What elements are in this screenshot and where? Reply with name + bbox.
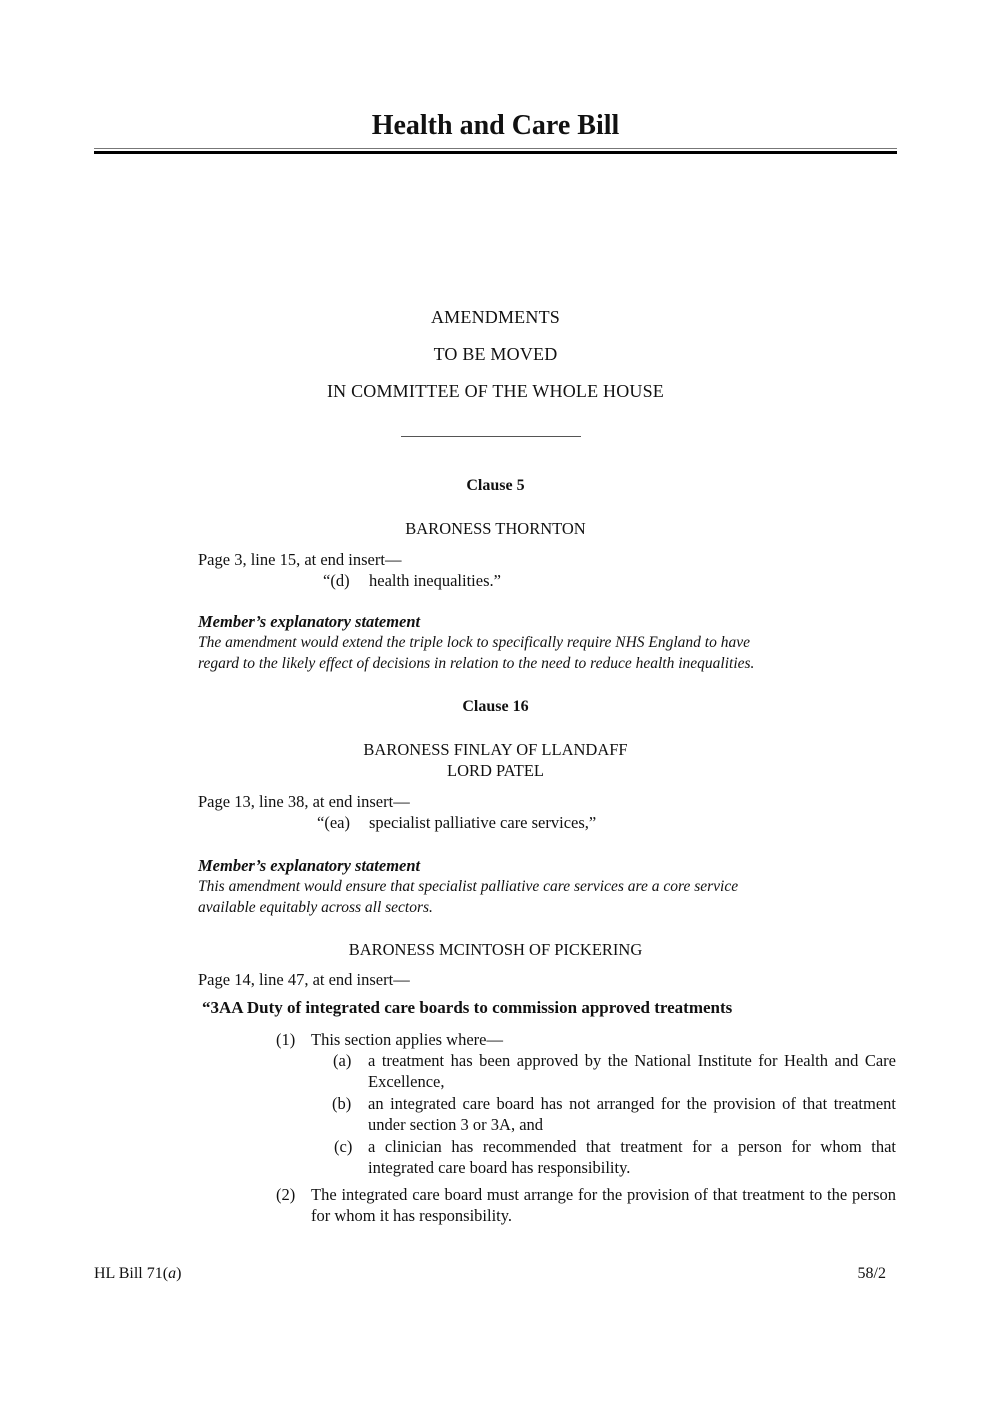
explanatory-statement-title: Member’s explanatory statement xyxy=(198,612,421,631)
bill-ref-italic: a xyxy=(168,1265,177,1282)
explanatory-statement-line: This amendment would ensure that specialist palliative care services are a core service xyxy=(198,878,739,895)
document-title: Health and Care Bill xyxy=(371,110,620,141)
clause-heading-16: Clause 16 xyxy=(462,698,529,715)
bill-reference xyxy=(94,1264,181,1284)
insert-text: specialist palliative care services,” xyxy=(369,813,597,832)
bill-ref-suffix: ) xyxy=(176,1265,182,1282)
explanatory-statement-line: available equitably across all sectors. xyxy=(198,899,433,916)
heading-divider xyxy=(401,436,581,437)
member-name: BARONESS THORNTON xyxy=(405,519,586,538)
member-name: BARONESS FINLAY OF LLANDAFF xyxy=(363,740,628,759)
paragraph-text: an integrated care board has not arranged for the provision of that treatment under section 3 or 3A, and xyxy=(368,1094,896,1134)
subsection-label: (2) xyxy=(276,1185,296,1204)
member-name: BARONESS MCINTOSH OF PICKERING xyxy=(348,940,643,959)
amendment-instruction: Page 14, line 47, at end insert— xyxy=(198,970,410,989)
paragraph-label: (a) xyxy=(333,1051,352,1070)
bill-ref-prefix: HL Bill 71( xyxy=(94,1265,169,1282)
subsection-text: The integrated care board must arrange for the provision of that treatment to the person for whom it has responsibility. xyxy=(311,1185,896,1225)
member-name: LORD PATEL xyxy=(446,761,545,780)
explanatory-statement-title: Member’s explanatory statement xyxy=(198,856,421,875)
subsection-text: This section applies where— xyxy=(311,1030,503,1049)
paragraph-text: a clinician has recommended that treatment for a person for whom that integrated care board has responsibility. xyxy=(368,1137,896,1177)
heading-to-be-moved: TO BE MOVED xyxy=(433,344,558,364)
new-section-heading: “3AA Duty of integrated care boards to commission approved treatments xyxy=(202,998,733,1017)
title-rule-thin xyxy=(94,148,897,149)
paragraph-label: (c) xyxy=(334,1137,353,1156)
amendment-instruction: Page 3, line 15, at end insert— xyxy=(198,550,402,569)
page-reference: 58/2 xyxy=(857,1265,886,1282)
heading-amendments: AMENDMENTS xyxy=(430,307,560,327)
explanatory-statement-line: The amendment would extend the triple lock to specifically require NHS England to have xyxy=(198,634,750,651)
insert-label: “(d) xyxy=(323,571,350,590)
insert-text: health inequalities.” xyxy=(369,571,501,590)
paragraph-label: (b) xyxy=(332,1094,352,1113)
explanatory-statement-line: regard to the likely effect of decisions in relation to the need to reduce health inequalities. xyxy=(198,655,755,672)
subsection-label: (1) xyxy=(276,1030,296,1049)
insert-label: “(ea) xyxy=(317,813,350,832)
title-rule-thick xyxy=(94,151,897,154)
amendment-instruction: Page 13, line 38, at end insert— xyxy=(198,792,410,811)
heading-committee: IN COMMITTEE OF THE WHOLE HOUSE xyxy=(326,381,664,401)
paragraph-text: a treatment has been approved by the National Institute for Health and Care Excellence, xyxy=(368,1051,896,1091)
clause-heading-5: Clause 5 xyxy=(466,477,525,494)
